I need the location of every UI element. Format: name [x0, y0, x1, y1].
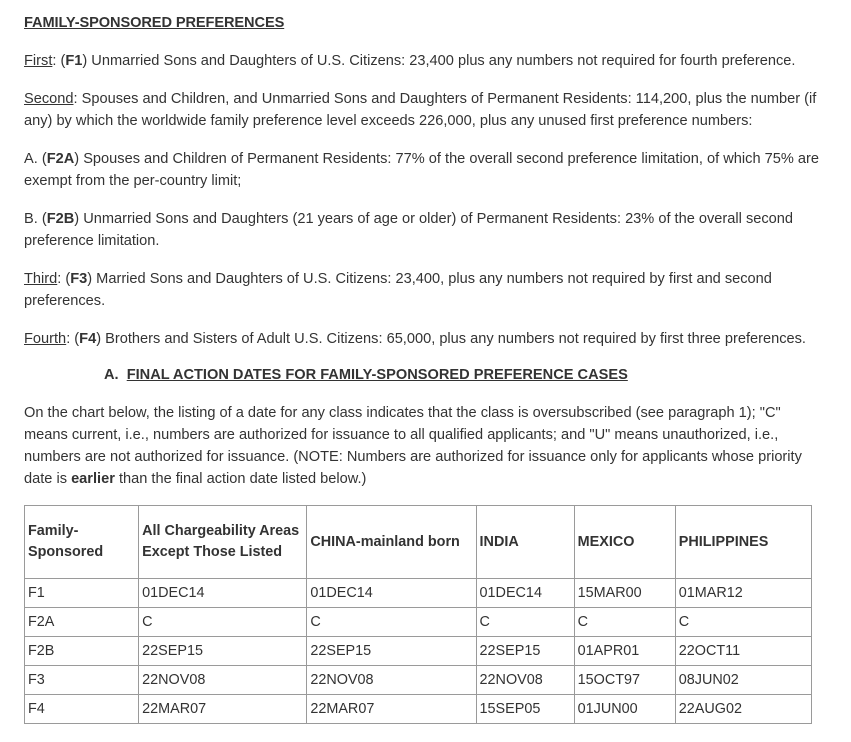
header-family-sponsored: Family-Sponsored: [25, 506, 139, 579]
second-text: : Spouses and Children, and Unmarried Sons and Daughters of Permanent Residents: 114,200, plus the number (if any) by which the worldwide family preference level exceeds 226,000, plus any unused first preference numbers:: [24, 91, 817, 129]
table-cell: 22OCT11: [675, 637, 811, 666]
table-cell: 01MAR12: [675, 579, 811, 608]
table-cell: 15SEP05: [476, 695, 574, 724]
f2a-paragraph: [24, 148, 824, 192]
subheading-letter: A.: [104, 367, 119, 383]
fourth-preference-paragraph: [24, 328, 824, 350]
table-cell: 15OCT97: [574, 666, 675, 695]
table-cell: 22NOV08: [476, 666, 574, 695]
header-all-chargeability: All Chargeability Areas Except Those Listed: [139, 506, 307, 579]
table-cell: 22MAR07: [139, 695, 307, 724]
explanation-paragraph: [24, 402, 824, 490]
table-cell: 22NOV08: [307, 666, 476, 695]
third-term: Third: [24, 271, 58, 287]
third-colon: : (: [57, 271, 71, 287]
first-term: First: [24, 53, 53, 69]
table-cell: 01DEC14: [307, 579, 476, 608]
subheading-title: FINAL ACTION DATES FOR FAMILY-SPONSORED PREFERENCE CASES: [126, 367, 628, 383]
f2a-code: F2A: [46, 151, 75, 167]
table-cell: 22NOV08: [139, 666, 307, 695]
subheading: [24, 364, 824, 386]
table-cell: 22SEP15: [139, 637, 307, 666]
table-cell: 01DEC14: [476, 579, 574, 608]
fourth-code: F4: [79, 331, 97, 347]
third-text: ) Married Sons and Daughters of U.S. Citizens: 23,400, plus any numbers not required by first and second preferences.: [24, 271, 772, 309]
table-cell: 22AUG02: [675, 695, 811, 724]
explanation-text: On the chart below, the listing of a date for any class indicates that the class is oversubscribed (see paragraph 1); "C" means current, i.e., numbers are authorized for issuance to all qualified applicants; and "U" means unauthorized, i.e., numbers are not authorized for issuance. (NOTE: Numbers are authorized for issuance only for applicants whose priority date is: [24, 405, 802, 487]
third-preference-paragraph: [24, 268, 824, 312]
table-row: [25, 695, 812, 724]
table-cell: 01APR01: [574, 637, 675, 666]
f2a-text: ) Spouses and Children of Permanent Residents: 77% of the overall second preference limitation, of which 75% are exempt from the per-country limit;: [24, 151, 819, 189]
second-term: Second: [24, 91, 74, 107]
table-cell: 01DEC14: [139, 579, 307, 608]
table-cell: 15MAR00: [574, 579, 675, 608]
f2a-prefix: A. (: [24, 151, 47, 167]
table-cell: C: [139, 608, 307, 637]
header-mexico: MEXICO: [574, 506, 675, 579]
fourth-text: ) Brothers and Sisters of Adult U.S. Citizens: 65,000, plus any numbers not required by first three preferences.: [96, 331, 806, 347]
table-cell: F2B: [25, 637, 139, 666]
table-cell: F2A: [25, 608, 139, 637]
table-cell: 22MAR07: [307, 695, 476, 724]
header-india: INDIA: [476, 506, 574, 579]
first-colon: : (: [52, 53, 66, 69]
header-china: CHINA-mainland born: [307, 506, 476, 579]
table-cell: F1: [25, 579, 139, 608]
fourth-colon: : (: [66, 331, 80, 347]
table-row: [25, 579, 812, 608]
table-cell: C: [574, 608, 675, 637]
first-text: ) Unmarried Sons and Daughters of U.S. Citizens: 23,400 plus any numbers not required for fourth preference.: [82, 53, 796, 69]
table-row: [25, 637, 812, 666]
first-preference-paragraph: [24, 50, 824, 72]
final-action-dates-table: [24, 505, 812, 724]
table-cell: 01JUN00: [574, 695, 675, 724]
table-row: [25, 666, 812, 695]
explanation-bold: earlier: [71, 471, 115, 487]
table-cell: F3: [25, 666, 139, 695]
table-cell: C: [675, 608, 811, 637]
table-cell: C: [307, 608, 476, 637]
f2b-code: F2B: [46, 211, 75, 227]
table-cell: 22SEP15: [307, 637, 476, 666]
table-row: [25, 608, 812, 637]
f2b-paragraph: [24, 208, 824, 252]
f2b-prefix: B. (: [24, 211, 47, 227]
third-code: F3: [70, 271, 88, 287]
explanation-tail: than the final action date listed below.): [114, 471, 367, 487]
section-title: FAMILY-SPONSORED PREFERENCES: [24, 15, 285, 31]
fourth-term: Fourth: [24, 331, 67, 347]
first-code: F1: [65, 53, 83, 69]
table-cell: F4: [25, 695, 139, 724]
table-cell: 22SEP15: [476, 637, 574, 666]
table-header-row: [25, 506, 812, 579]
header-philippines: PHILIPPINES: [675, 506, 811, 579]
second-preference-paragraph: [24, 88, 824, 132]
f2b-text: ) Unmarried Sons and Daughters (21 years of age or older) of Permanent Residents: 23% of the overall second preference limitation.: [24, 211, 794, 249]
table-cell: 08JUN02: [675, 666, 811, 695]
table-cell: C: [476, 608, 574, 637]
